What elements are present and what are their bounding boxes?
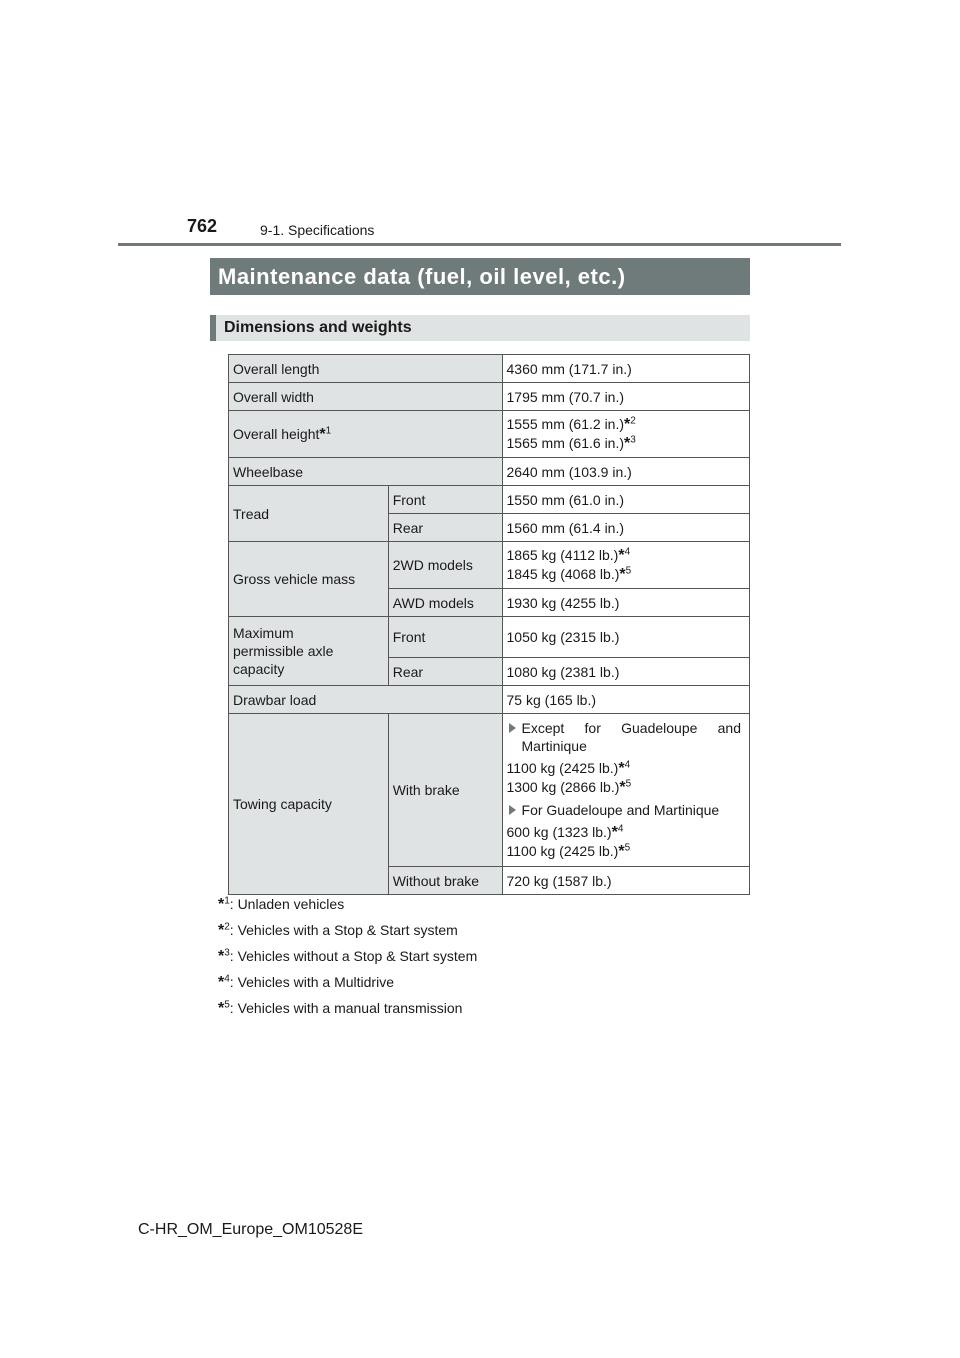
footnote-ref: 4 (617, 823, 624, 835)
footnote-ref: 4 (624, 759, 631, 771)
row-label (229, 617, 389, 686)
value-line: 1100 kg (2425 lb.) (506, 843, 619, 859)
label-line: capacity (233, 661, 285, 677)
row-label: Overall length (229, 355, 503, 383)
table-row-gvm-2wd (229, 542, 750, 589)
sub-label: Front (388, 486, 502, 514)
label-line: Maximum (233, 625, 294, 641)
footnote-star: * (619, 566, 626, 583)
footnote-number: 5 (224, 999, 230, 1011)
table-row-axle-front (229, 617, 750, 658)
row-value (502, 714, 749, 867)
row-label (229, 411, 503, 458)
bullet-item (507, 719, 741, 755)
row-value: 1560 mm (61.4 in.) (502, 514, 749, 542)
value-line: 1845 kg (4068 lb.) (506, 566, 620, 582)
footnote-star: * (619, 779, 626, 796)
row-value: 1930 kg (4255 lb.) (502, 589, 749, 617)
document-footer: C-HR_OM_Europe_OM10528E (138, 1221, 363, 1238)
dimensions-weights-table (228, 354, 750, 895)
bullet-text: For Guadeloupe and Martinique (521, 802, 720, 818)
bullet-text: Except for Guadeloupe and Martinique (521, 720, 741, 754)
row-label: Overall width (229, 383, 503, 411)
footnote-ref: 2 (630, 415, 636, 427)
footnote-star: * (618, 843, 625, 860)
footnote-text: : Vehicles with a manual transmission (229, 1000, 463, 1016)
row-value (502, 542, 749, 589)
table-row-tread-front (229, 486, 750, 514)
bullet-item (507, 801, 741, 819)
value-line: 600 kg (1323 lb.) (506, 824, 612, 840)
row-value: 4360 mm (171.7 in.) (502, 355, 749, 383)
footnote-ref: 4 (624, 546, 631, 558)
row-value (502, 411, 749, 458)
header-rule (118, 243, 841, 246)
footnote-star: * (218, 948, 225, 965)
triangle-bullet-icon (509, 805, 516, 815)
row-value: 1080 kg (2381 lb.) (502, 658, 749, 686)
footnote-ref: 5 (625, 778, 632, 790)
value-line: 1565 mm (61.6 in.) (506, 435, 625, 451)
sub-label: Without brake (388, 867, 502, 895)
row-value: 1795 mm (70.7 in.) (502, 383, 749, 411)
table-row-overall-width (229, 383, 750, 411)
footnote-text: : Vehicles without a Stop & Start system (229, 948, 478, 964)
row-value: 720 kg (1587 lb.) (502, 867, 749, 895)
sub-label: 2WD models (388, 542, 502, 589)
footnote-star: * (624, 435, 631, 452)
table-row-overall-height (229, 411, 750, 458)
value-line: 1300 kg (2866 lb.) (506, 779, 620, 795)
footnote-star: * (618, 547, 625, 564)
footnote-star: * (218, 896, 225, 913)
sub-label: With brake (388, 714, 502, 867)
footnote-item (218, 893, 477, 919)
footnote-star: * (218, 922, 225, 939)
page-number: 762 (187, 216, 218, 236)
sub-label: Front (388, 617, 502, 658)
footnote-number: 2 (224, 921, 230, 933)
row-label: Wheelbase (229, 458, 503, 486)
row-value: 1550 mm (61.0 in.) (502, 486, 749, 514)
footnote-number: 3 (224, 947, 230, 959)
footnote-text: : Vehicles with a Multidrive (229, 974, 394, 990)
table-row-drawbar (229, 686, 750, 714)
footnote-text: : Unladen vehicles (229, 896, 345, 912)
value-line: 1865 kg (4112 lb.) (506, 547, 619, 563)
label-text: Overall height (233, 425, 320, 442)
row-value: 75 kg (165 lb.) (502, 686, 749, 714)
row-label: Tread (229, 486, 389, 542)
footnote-star: * (319, 425, 326, 443)
table-row-wheelbase (229, 458, 750, 486)
triangle-bullet-icon (509, 723, 516, 733)
footnote-star: * (611, 824, 618, 841)
footnote-star: * (624, 416, 631, 433)
value-line: 1100 kg (2425 lb.) (506, 760, 619, 776)
row-label: Towing capacity (229, 714, 389, 895)
footnote-ref: 5 (624, 842, 631, 854)
sub-label: Rear (388, 658, 502, 686)
footnote-star: * (618, 760, 625, 777)
row-label: Drawbar load (229, 686, 503, 714)
footnote-ref: 5 (625, 565, 632, 577)
table-row-overall-length (229, 355, 750, 383)
footnotes (218, 893, 477, 1023)
page-title: Maintenance data (fuel, oil level, etc.) (210, 258, 750, 295)
footnote-number: 4 (224, 973, 230, 985)
footnote-item (218, 919, 477, 945)
footnote-item (218, 945, 477, 971)
footnote-ref: 3 (630, 434, 636, 446)
table-row-towing-with-brake (229, 714, 750, 867)
footnote-ref: 1 (325, 424, 332, 436)
footnote-item (218, 997, 477, 1023)
row-value: 2640 mm (103.9 in.) (502, 458, 749, 486)
footnote-number: 1 (224, 895, 230, 907)
section-subtitle: Dimensions and weights (210, 315, 750, 341)
row-label: Gross vehicle mass (229, 542, 389, 617)
sub-label: Rear (388, 514, 502, 542)
footnote-text: : Vehicles with a Stop & Start system (229, 922, 458, 938)
value-line: 1555 mm (61.2 in.) (506, 416, 625, 432)
section-reference: 9-1. Specifications (260, 222, 375, 238)
footnote-star: * (218, 974, 225, 991)
row-value: 1050 kg (2315 lb.) (502, 617, 749, 658)
label-line: permissible axle (233, 643, 334, 659)
sub-label: AWD models (388, 589, 502, 617)
footnote-star: * (218, 1000, 225, 1017)
footnote-item (218, 971, 477, 997)
